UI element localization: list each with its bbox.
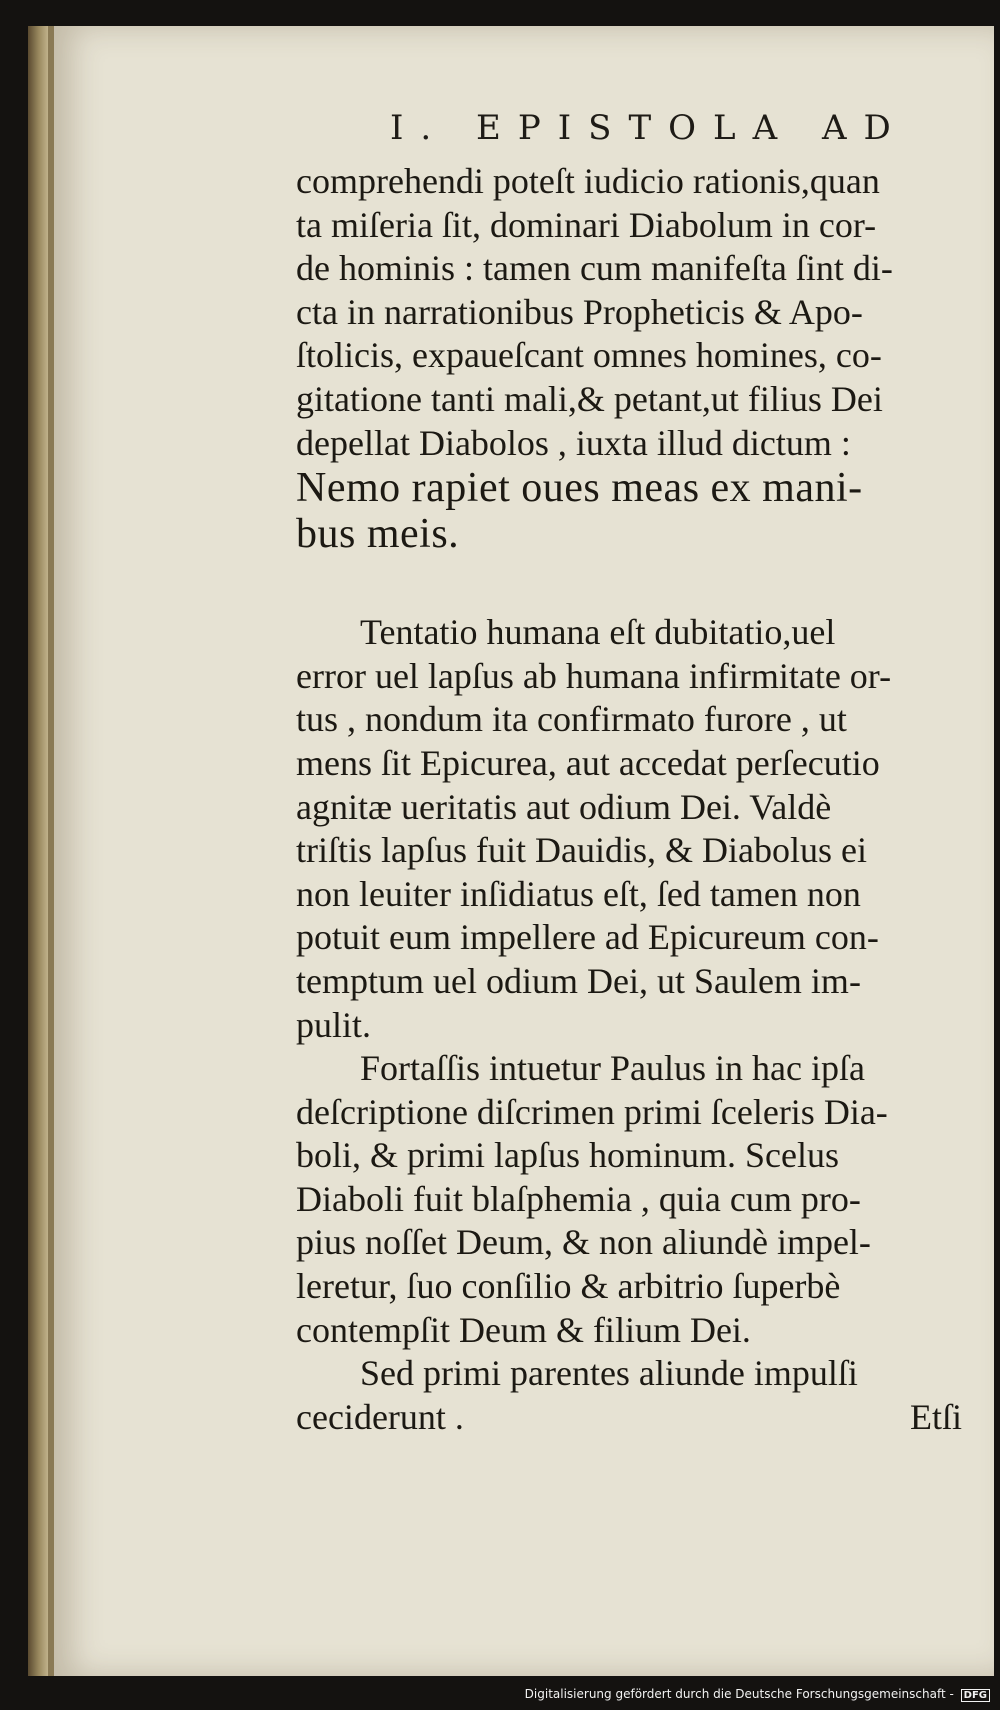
text-line: triſtis lapſus fuit Dauidis, & Diabolus ei [296, 830, 867, 871]
running-head: I. EPISTOLA AD [390, 108, 908, 148]
text-line [296, 1396, 974, 1440]
text-line: pius noſſet Deum, & non aliundè impel- [296, 1222, 871, 1263]
digitization-credit [525, 1687, 990, 1702]
paragraph-4 [296, 1352, 974, 1439]
text-line: de hominis : tamen cum manifeſta ſint di- [296, 248, 893, 289]
text-line: deſcriptione diſcrimen primi ſceleris Dia- [296, 1091, 888, 1132]
text-line: Diaboli fuit blaſphemia , quia cum pro- [296, 1178, 861, 1219]
text-line: potuit eum impellere ad Epicureum con- [296, 917, 879, 958]
paragraph-gap [296, 557, 974, 611]
text-line: leretur, ſuo conſilio & arbitrio ſuperbè [296, 1266, 841, 1307]
text-line: agnitæ ueritatis aut odium Dei. Valdè [296, 786, 832, 827]
text-line: gitatione tanti mali,& petant,ut filius Dei [296, 378, 883, 419]
text-line: contempſit Deum & filium Dei. [296, 1309, 751, 1350]
last-line-text: ceciderunt . [296, 1396, 464, 1437]
text-line: Fortaſſis intuetur Paulus in hac ipſa [360, 1048, 865, 1089]
text-line: Tentatio humana eſt dubitatio,uel [360, 612, 836, 653]
text-line: boli, & primi lapſus hominum. Scelus [296, 1135, 839, 1176]
quote-line: bus meis. [296, 511, 460, 558]
text-line: depellat Diabolos , iuxta illud dictum : [296, 422, 851, 463]
text-line: tus , nondum ita confirmato furore , ut [296, 699, 847, 740]
dfg-logo: DFG [961, 1689, 990, 1702]
paragraph-2 [296, 611, 974, 1047]
body-text [296, 160, 974, 1439]
quote-line: Nemo rapiet oues meas ex mani- [296, 465, 863, 512]
paragraph-3 [296, 1047, 974, 1352]
quote-block [296, 465, 974, 557]
text-line: Sed primi parentes aliunde impulſi [360, 1353, 858, 1394]
text-line: ta miſeria ſit, dominari Diabolum in cor- [296, 204, 877, 245]
text-line: comprehendi poteſt iudicio rationis,quan [296, 161, 880, 201]
catchword: Etſi [910, 1396, 962, 1437]
text-line: non leuiter inſidiatus eſt, ſed tamen non [296, 873, 861, 914]
text-line: temptum uel odium Dei, ut Saulem im- [296, 960, 861, 1001]
paragraph-1 [296, 160, 974, 465]
text-line: mens ſit Epicurea, aut accedat perſecutio [296, 742, 880, 783]
text-line: pulit. [296, 1004, 372, 1045]
text-line: ſtolicis, expaueſcant omnes homines, co- [296, 335, 882, 376]
text-line: cta in narrationibus Propheticis & Apo- [296, 291, 863, 332]
text-line: error uel lapſus ab humana infirmitate or- [296, 655, 892, 696]
page-gutter [28, 26, 50, 1676]
credit-text: Digitalisierung gefördert durch die Deutsche Forschungsgemeinschaft - [524, 1687, 954, 1701]
